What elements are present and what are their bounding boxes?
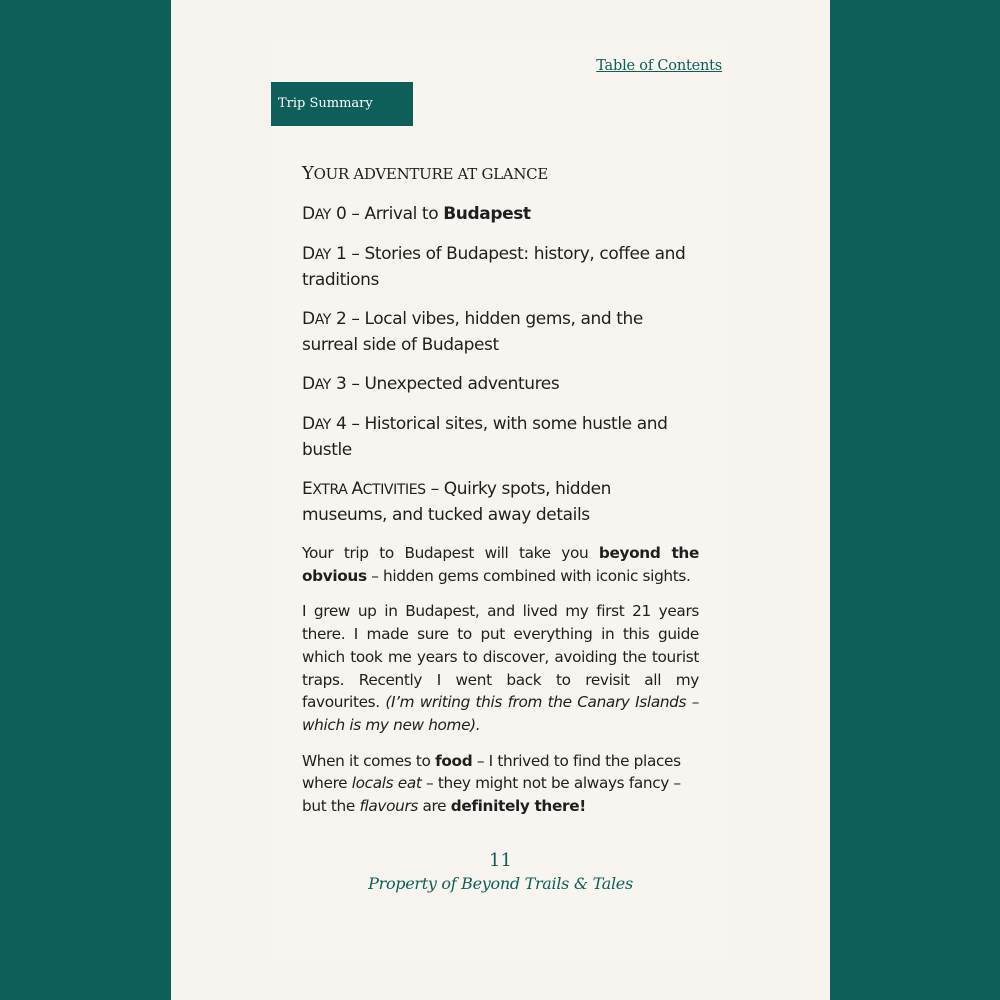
section-tab-trip-summary[interactable]: Trip Summary bbox=[271, 82, 413, 126]
document-page bbox=[171, 0, 830, 1000]
day-1-item: DAY 1 – Stories of Budapest: history, coffee and traditions bbox=[302, 244, 686, 290]
extra-activities-item: EXTRA ACTIVITIES – Quirky spots, hidden museums, and tucked away details bbox=[302, 479, 612, 525]
day-0-item: DAY 0 – Arrival to Budapest bbox=[302, 204, 531, 224]
day-4-item: DAY 4 – Historical sites, with some hustle and bustle bbox=[302, 414, 668, 460]
intro-paragraph: Your trip to Budapest will take you beyond the obvious – hidden gems combined with iconic sights. bbox=[302, 544, 699, 585]
table-of-contents-link[interactable]: Table of Contents bbox=[596, 58, 722, 74]
summary-body bbox=[302, 158, 699, 831]
day-2-item: DAY 2 – Local vibes, hidden gems, and the surreal side of Budapest bbox=[302, 309, 643, 355]
page-content bbox=[271, 40, 730, 958]
page-number: 11 bbox=[489, 850, 512, 871]
property-footer: Property of Beyond Trails & Tales bbox=[368, 874, 633, 893]
day-3-item: DAY 3 – Unexpected adventures bbox=[302, 374, 560, 394]
section-heading: YOUR ADVENTURE AT GLANCE bbox=[302, 163, 548, 184]
food-paragraph: When it comes to food – I thrived to find the places where locals eat – they might not be always fancy – but the flavours are definitely there! bbox=[302, 751, 681, 816]
author-paragraph: I grew up in Budapest, and lived my first 21 years there. I made sure to put everything in this guide which took me years to discover, avoiding the tourist traps. Recently I went back to revisit all my favourites. (I’m writing this from the Canary Islands – which is my new home). bbox=[302, 602, 699, 734]
